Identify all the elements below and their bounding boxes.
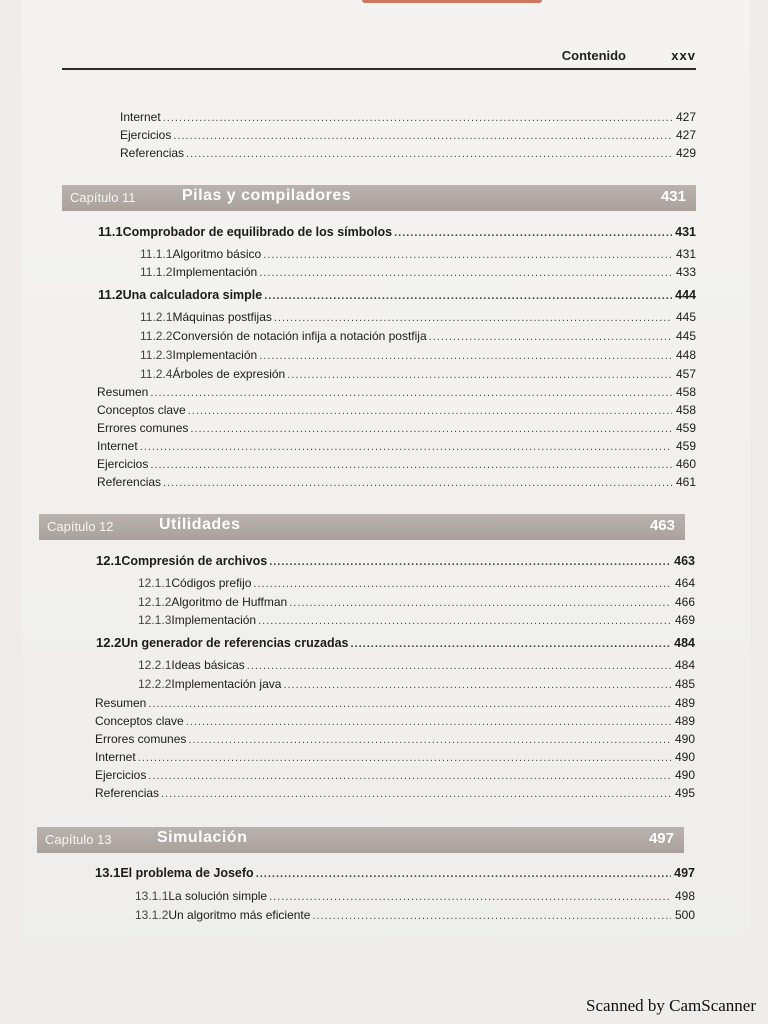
entry-page: 490 xyxy=(674,732,695,746)
running-header xyxy=(62,46,696,70)
dot-leader xyxy=(351,635,672,653)
toc-section[interactable] xyxy=(96,634,695,652)
entry-label: Internet xyxy=(97,439,138,453)
dot-leader xyxy=(163,109,672,127)
subsection-page: 500 xyxy=(674,908,695,922)
entry-label: Referencias xyxy=(95,786,160,800)
entry-label: Resumen xyxy=(95,696,147,710)
section-number: 11.2 xyxy=(98,287,123,302)
dot-leader xyxy=(258,612,671,630)
subsection-title: Árboles de expresión xyxy=(172,367,286,381)
dot-leader xyxy=(247,657,671,675)
subsection-number: 11.2.2 xyxy=(140,329,173,343)
dot-leader xyxy=(148,767,671,785)
section-page: 497 xyxy=(674,866,695,880)
subsection-number: 11.2.4 xyxy=(140,367,173,381)
dot-leader xyxy=(259,347,672,365)
entry-label: Internet xyxy=(95,750,136,764)
chapter-title: Utilidades xyxy=(159,516,241,533)
toc-subsection[interactable] xyxy=(138,656,695,674)
toc-entry[interactable] xyxy=(95,784,695,802)
toc-subsection[interactable] xyxy=(140,308,696,326)
entry-label: Ejercicios xyxy=(97,457,149,471)
entry-label: Conceptos clave xyxy=(95,714,184,728)
dot-leader xyxy=(188,402,672,420)
entry-label: Ejercicios xyxy=(120,128,172,142)
page-sheet xyxy=(22,0,750,1000)
dot-leader xyxy=(429,328,672,346)
entry-label: Conceptos clave xyxy=(97,403,186,417)
section-page: 444 xyxy=(675,288,696,302)
toc-subsection[interactable] xyxy=(138,611,695,629)
toc-subsection[interactable] xyxy=(138,593,695,611)
dot-leader xyxy=(259,264,672,282)
subsection-number: 13.1.2 xyxy=(135,908,169,922)
section-number: 11.1 xyxy=(98,224,123,239)
section-title: Una calculadora simple xyxy=(122,288,263,302)
subsection-number: 11.1.1 xyxy=(140,247,173,261)
subsection-title: Implementación java xyxy=(171,677,282,691)
chapter-title: Simulación xyxy=(157,829,248,846)
dot-leader xyxy=(173,127,672,145)
chapter-page: 463 xyxy=(649,517,675,534)
dot-leader xyxy=(253,575,671,593)
entry-page: 495 xyxy=(674,786,695,800)
section-title: Comprobador de equilibrado de los símbolos xyxy=(122,225,393,239)
subsection-title: Algoritmo básico xyxy=(172,247,262,261)
entry-page: 489 xyxy=(674,714,695,728)
entry-label: Errores comunes xyxy=(95,732,187,746)
entry-page: 429 xyxy=(675,146,696,160)
entry-page: 490 xyxy=(674,750,695,764)
subsection-title: Implementación xyxy=(172,265,258,279)
toc-subsection[interactable] xyxy=(140,245,696,263)
toc-subsection[interactable] xyxy=(140,365,696,383)
subsection-number: 12.1.1 xyxy=(138,576,172,590)
subsection-page: 448 xyxy=(675,348,696,362)
dot-leader xyxy=(394,224,672,242)
dot-leader xyxy=(274,309,672,327)
subsection-title: Implementación xyxy=(172,348,258,362)
chapter-banner[interactable] xyxy=(39,514,685,540)
subsection-page: 457 xyxy=(675,367,696,381)
entry-label: Internet xyxy=(120,110,161,124)
subsection-number: 11.1.2 xyxy=(140,265,173,279)
chapter-label: Capítulo 13 xyxy=(45,832,112,847)
toc-entry[interactable] xyxy=(97,419,696,437)
dot-leader xyxy=(190,420,672,438)
section-title: El problema de Josefo xyxy=(120,866,254,880)
dot-leader xyxy=(188,731,671,749)
dot-leader xyxy=(287,366,672,384)
section-page: 484 xyxy=(674,636,695,650)
dot-leader xyxy=(283,676,671,694)
section-title: Un generador de referencias cruzadas xyxy=(121,636,349,650)
subsection-page: 464 xyxy=(674,576,695,590)
toc-entry[interactable] xyxy=(120,144,696,162)
entry-page: 459 xyxy=(675,439,696,453)
entry-label: Referencias xyxy=(120,146,185,160)
dot-leader xyxy=(148,695,671,713)
dot-leader xyxy=(269,888,671,906)
subsection-title: Máquinas postfijas xyxy=(172,310,272,324)
toc-entry[interactable] xyxy=(97,455,696,473)
subsection-page: 485 xyxy=(674,677,695,691)
chapter-banner[interactable] xyxy=(62,185,696,211)
chapter-label: Capítulo 12 xyxy=(47,519,114,534)
subsection-page: 445 xyxy=(675,310,696,324)
toc-entry[interactable] xyxy=(97,437,696,455)
subsection-number: 12.2.1 xyxy=(138,658,172,672)
toc-subsection[interactable] xyxy=(135,887,695,905)
toc-entry[interactable] xyxy=(97,473,696,491)
chapter-banner[interactable] xyxy=(37,827,684,853)
dot-leader xyxy=(186,713,671,731)
chapter-label: Capítulo 11 xyxy=(70,190,136,205)
toc-subsection[interactable] xyxy=(138,574,695,592)
subsection-title: Conversión de notación infija a notación postfija xyxy=(172,329,427,343)
toc-entry[interactable] xyxy=(95,766,695,784)
scanner-watermark: Scanned by CamScanner xyxy=(586,996,756,1015)
dot-leader xyxy=(186,145,672,163)
chapter-title: Pilas y compiladores xyxy=(182,187,352,204)
toc-section[interactable] xyxy=(95,864,695,882)
subsection-number: 11.2.1 xyxy=(140,310,173,324)
chapter-page: 497 xyxy=(648,830,674,847)
chapter-page: 431 xyxy=(660,188,686,205)
dot-leader xyxy=(256,865,671,883)
top-edge-mark xyxy=(362,0,542,3)
subsection-page: 484 xyxy=(674,658,695,672)
entry-label: Errores comunes xyxy=(97,421,189,435)
toc-entry[interactable] xyxy=(95,694,695,712)
entry-page: 458 xyxy=(675,385,696,399)
entry-page: 490 xyxy=(674,768,695,782)
section-number: 12.1 xyxy=(96,553,122,568)
section-number: 13.1 xyxy=(95,865,121,880)
dot-leader xyxy=(150,456,672,474)
toc-subsection[interactable] xyxy=(140,327,696,345)
subsection-number: 11.2.3 xyxy=(140,348,173,362)
entry-page: 459 xyxy=(675,421,696,435)
dot-leader xyxy=(138,749,671,767)
toc-section[interactable] xyxy=(98,286,696,304)
toc-section[interactable] xyxy=(96,552,695,570)
entry-page: 489 xyxy=(674,696,695,710)
entry-label: Referencias xyxy=(97,475,162,489)
toc-entry[interactable] xyxy=(97,383,696,401)
section-title: Compresión de archivos xyxy=(121,554,268,568)
subsection-page: 466 xyxy=(674,595,695,609)
toc-entry[interactable] xyxy=(95,748,695,766)
subsection-title: Algoritmo de Huffman xyxy=(171,595,288,609)
dot-leader xyxy=(289,594,671,612)
entry-page: 427 xyxy=(675,110,696,124)
toc-section[interactable] xyxy=(98,223,696,241)
subsection-number: 12.2.2 xyxy=(138,677,172,691)
dot-leader xyxy=(150,384,672,402)
subsection-title: Implementación xyxy=(171,613,257,627)
subsection-title: Un algoritmo más eficiente xyxy=(168,908,311,922)
subsection-page: 469 xyxy=(674,613,695,627)
subsection-title: La solución simple xyxy=(168,889,268,903)
entry-label: Resumen xyxy=(97,385,149,399)
toc-subsection[interactable] xyxy=(135,906,695,924)
dot-leader xyxy=(263,246,672,264)
entry-page: 460 xyxy=(675,457,696,471)
toc-entry[interactable] xyxy=(120,126,696,144)
section-page: 431 xyxy=(675,225,696,239)
subsection-title: Códigos prefijo xyxy=(171,576,252,590)
subsection-title: Ideas básicas xyxy=(171,658,245,672)
toc-subsection[interactable] xyxy=(138,675,695,693)
toc-subsection[interactable] xyxy=(140,346,696,364)
dot-leader xyxy=(163,474,672,492)
section-page: 463 xyxy=(674,554,695,568)
toc-entry[interactable] xyxy=(97,401,696,419)
entry-page: 458 xyxy=(675,403,696,417)
subsection-page: 431 xyxy=(675,247,696,261)
dot-leader xyxy=(312,907,671,925)
toc-subsection[interactable] xyxy=(140,263,696,281)
dot-leader xyxy=(161,785,671,803)
subsection-number: 12.1.3 xyxy=(138,613,172,627)
header-page-number: xxv xyxy=(671,48,696,63)
entry-label: Ejercicios xyxy=(95,768,147,782)
subsection-page: 433 xyxy=(675,265,696,279)
dot-leader xyxy=(264,287,672,305)
toc-entry[interactable] xyxy=(95,730,695,748)
subsection-page: 498 xyxy=(674,889,695,903)
subsection-number: 13.1.1 xyxy=(135,889,169,903)
header-title: Contenido xyxy=(561,48,626,63)
entry-page: 461 xyxy=(675,475,696,489)
dot-leader xyxy=(269,553,671,571)
subsection-page: 445 xyxy=(675,329,696,343)
dot-leader xyxy=(140,438,672,456)
toc-entry[interactable] xyxy=(120,108,696,126)
toc-entry[interactable] xyxy=(95,712,695,730)
subsection-number: 12.1.2 xyxy=(138,595,172,609)
section-number: 12.2 xyxy=(96,635,122,650)
entry-page: 427 xyxy=(675,128,696,142)
